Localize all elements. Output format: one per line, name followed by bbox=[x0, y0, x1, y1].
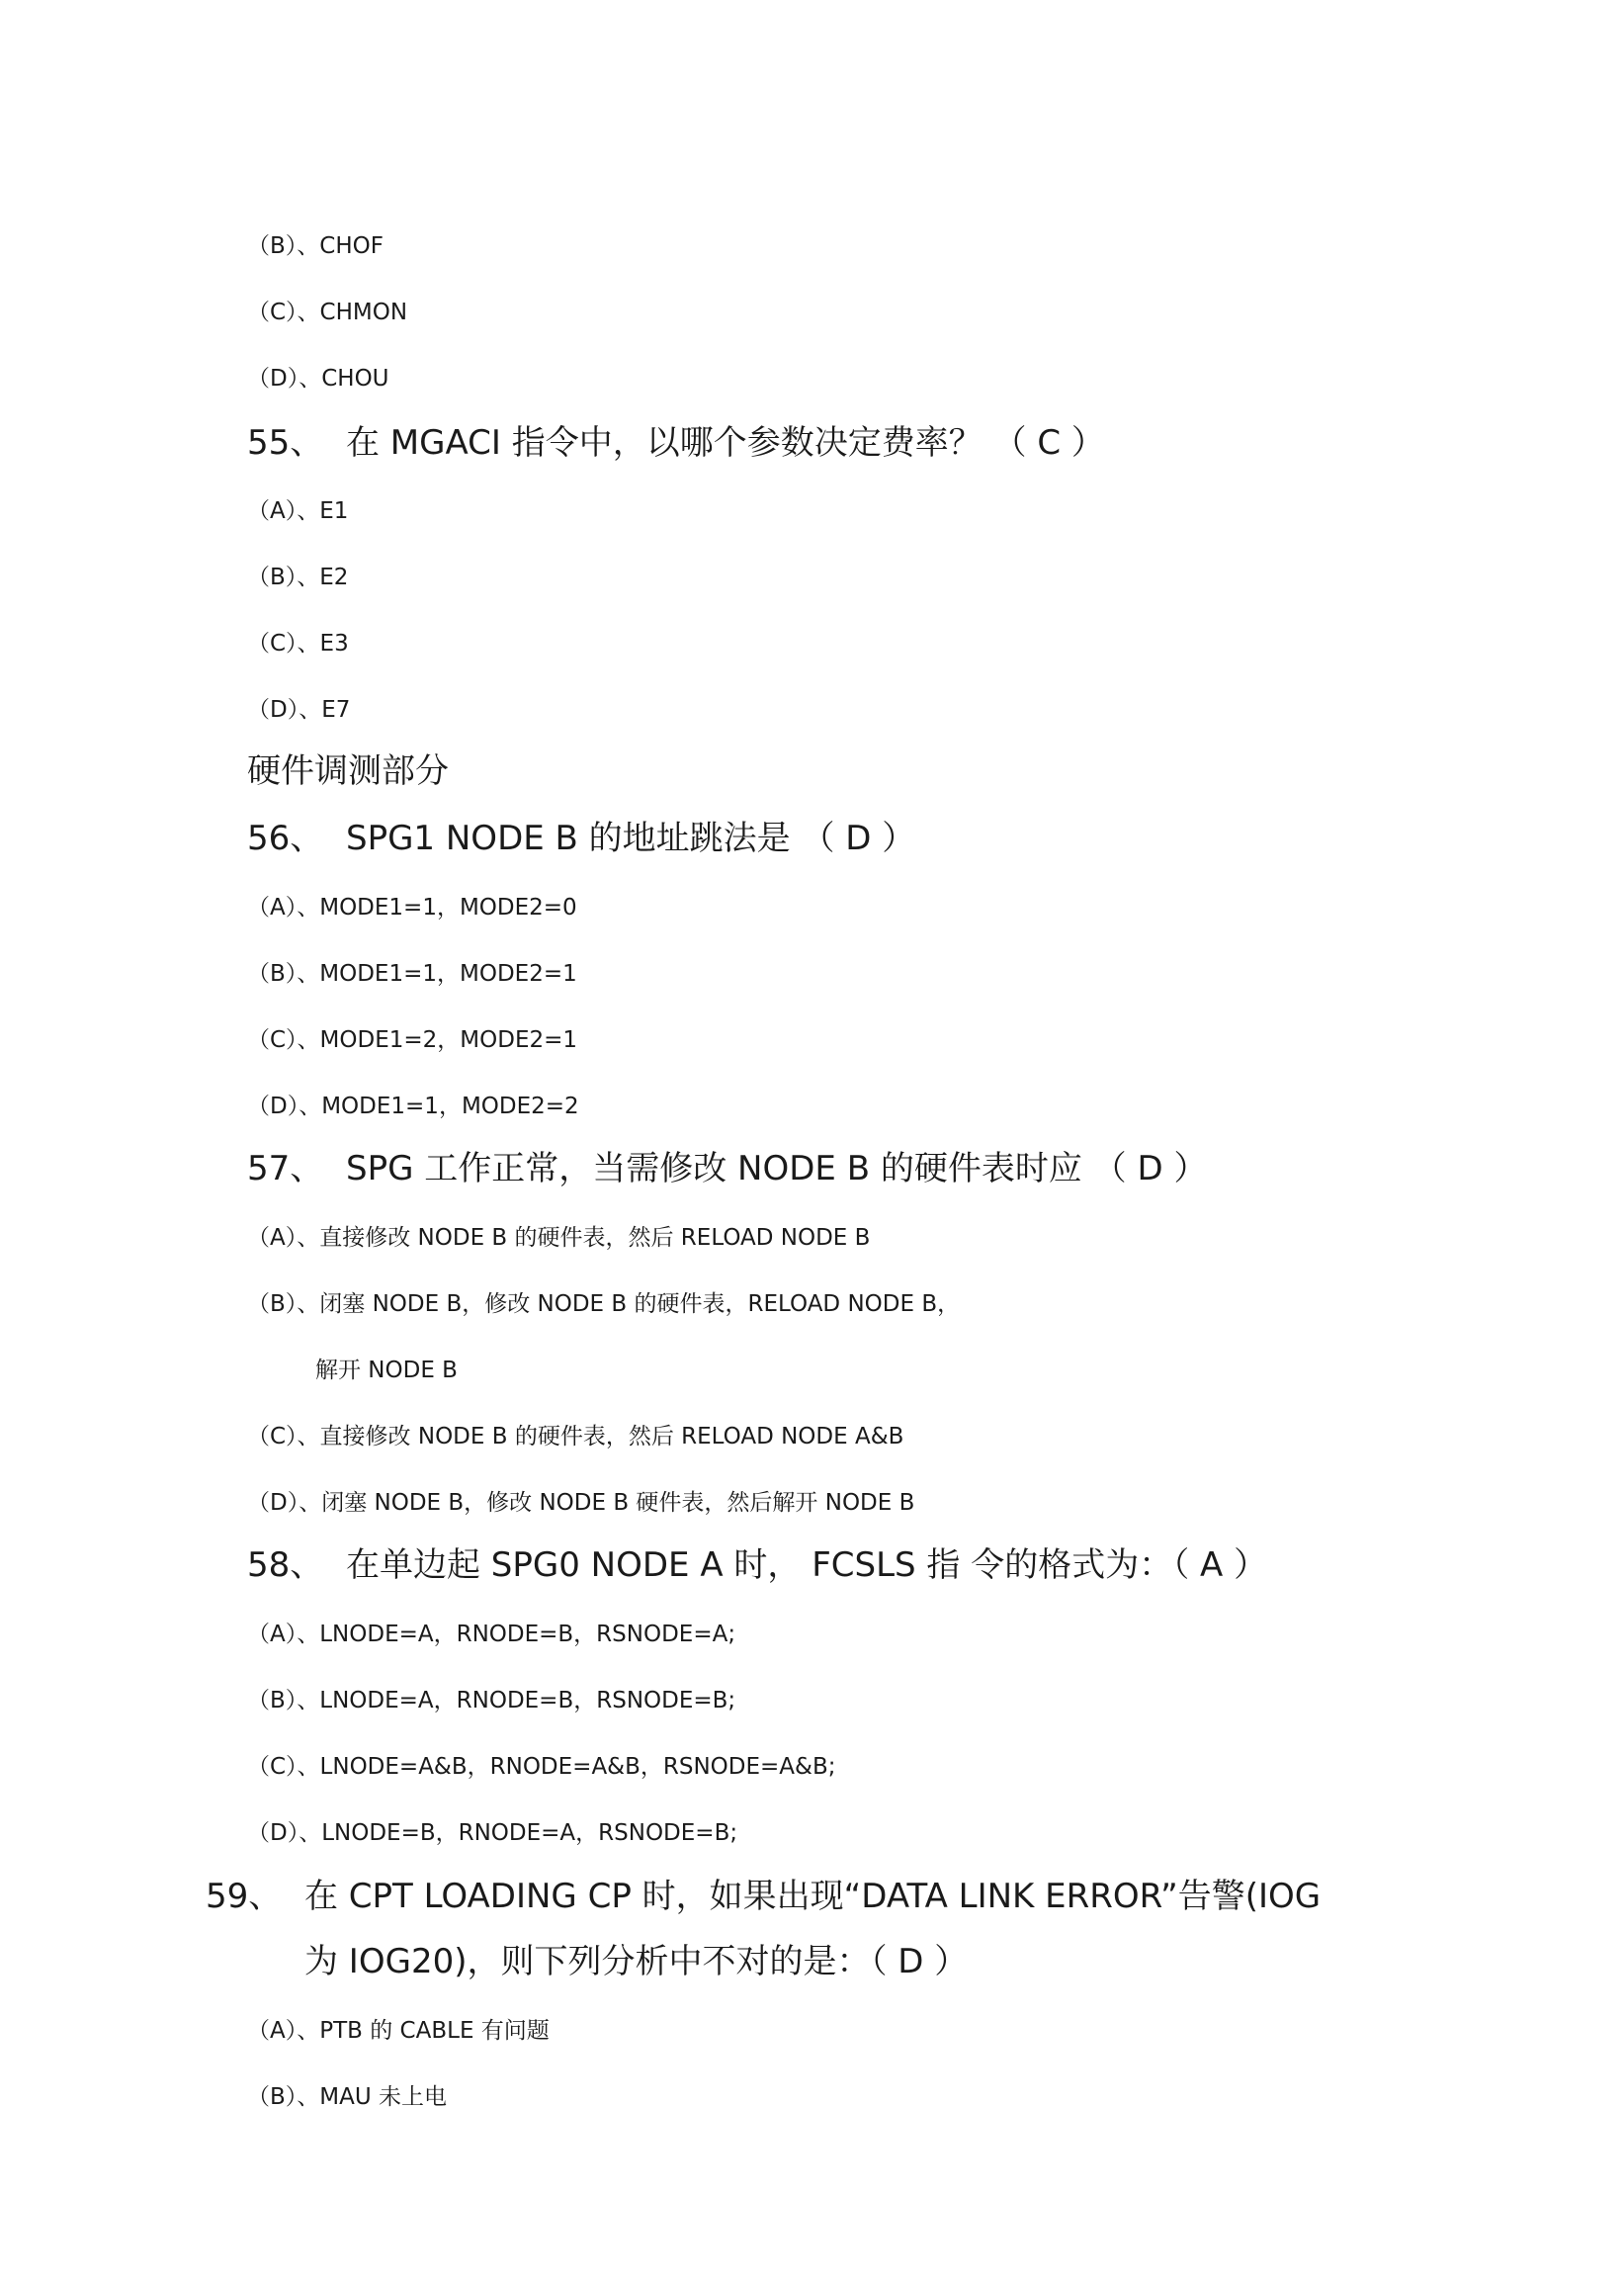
option-c-chmon: （C）、CHMON bbox=[247, 300, 408, 325]
question-text: SPG1 NODE B 的地址跳法是 （ D ） bbox=[346, 819, 916, 858]
question-number: 55、 bbox=[247, 423, 324, 463]
option-c: （C）、LNODE=A&B，RNODE=A&B，RSNODE=A&B; bbox=[247, 1754, 836, 1780]
option-d-chou: （D）、CHOU bbox=[247, 366, 389, 392]
option-b: （B）、LNODE=A，RNODE=B，RSNODE=B; bbox=[247, 1688, 736, 1713]
option-d-e7: （D）、E7 bbox=[247, 697, 351, 723]
question-57 bbox=[247, 1141, 1207, 1189]
question-59-continuation: 为 IOG20)，则下列分析中不对的是：（ D ） bbox=[304, 1942, 969, 1981]
option-a: （A）、MODE1=1，MODE2=0 bbox=[247, 895, 577, 921]
option-b-continuation: 解开 NODE B bbox=[315, 1358, 458, 1383]
option-b: （B）、闭塞 NODE B，修改 NODE B 的硬件表，RELOAD NODE B， bbox=[247, 1291, 961, 1317]
question-59 bbox=[206, 1869, 1321, 1917]
question-text: 在 MGACI 指令中，以哪个参数决定费率？ （ C ） bbox=[346, 423, 1105, 463]
question-58 bbox=[247, 1537, 1267, 1586]
option-d: （D）、MODE1=1，MODE2=2 bbox=[247, 1094, 579, 1119]
question-text: 在 CPT LOADING CP 时，如果出现“DATA LINK ERROR”告警(IOG bbox=[304, 1877, 1322, 1916]
option-b: （B）、MAU 未上电 bbox=[247, 2084, 448, 2110]
question-number: 56、 bbox=[247, 819, 324, 858]
option-c: （C）、MODE1=2，MODE2=1 bbox=[247, 1027, 578, 1053]
option-b-e2: （B）、E2 bbox=[247, 565, 349, 590]
question-number: 59、 bbox=[206, 1877, 283, 1916]
question-number: 58、 bbox=[247, 1545, 324, 1585]
option-d: （D）、LNODE=B，RNODE=A，RSNODE=B; bbox=[247, 1820, 738, 1846]
question-56 bbox=[247, 811, 915, 859]
option-c-e3: （C）、E3 bbox=[247, 631, 349, 657]
section-heading: 硬件调测部分 bbox=[247, 751, 449, 791]
option-d: （D）、闭塞 NODE B，修改 NODE B 硬件表，然后解开 NODE B bbox=[247, 1490, 915, 1516]
option-a: （A）、直接修改 NODE B 的硬件表，然后 RELOAD NODE B bbox=[247, 1225, 871, 1251]
option-a: （A）、PTB 的 CABLE 有问题 bbox=[247, 2018, 550, 2044]
question-55 bbox=[247, 415, 1105, 464]
option-a-e1: （A）、E1 bbox=[247, 498, 349, 524]
option-c: （C）、直接修改 NODE B 的硬件表，然后 RELOAD NODE A&B bbox=[247, 1424, 904, 1449]
option-b-chof: （B）、CHOF bbox=[247, 233, 384, 259]
question-text: SPG 工作正常，当需修改 NODE B 的硬件表时应 （ D ） bbox=[346, 1149, 1208, 1188]
question-number: 57、 bbox=[247, 1149, 324, 1188]
option-b: （B）、MODE1=1，MODE2=1 bbox=[247, 961, 577, 987]
question-text: 在单边起 SPG0 NODE A 时， FCSLS 指 令的格式为：（ A ） bbox=[346, 1545, 1268, 1585]
option-a: （A）、LNODE=A，RNODE=B，RSNODE=A; bbox=[247, 1622, 736, 1647]
